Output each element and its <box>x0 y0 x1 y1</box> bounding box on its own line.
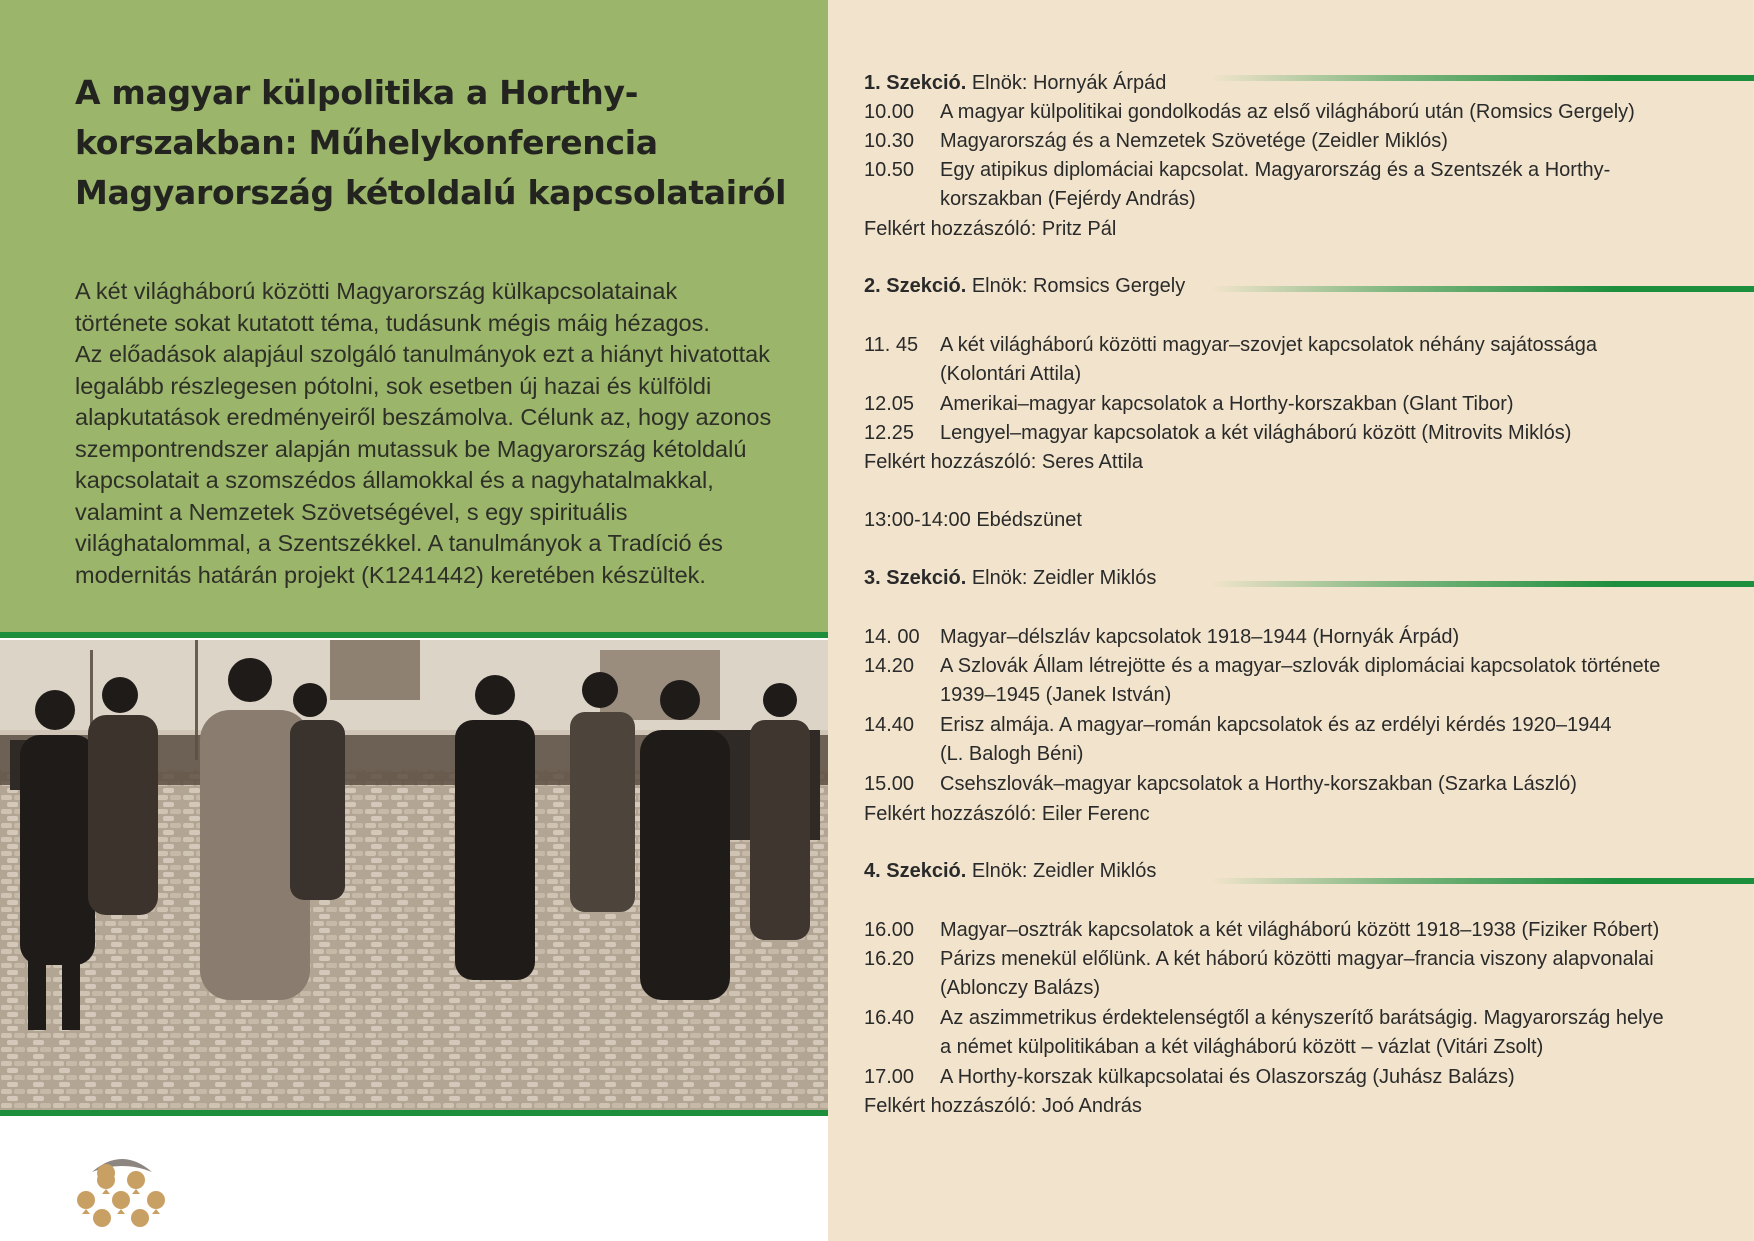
discussant: Felkért hozzászóló: Eiler Ferenc <box>864 803 1150 825</box>
left-panel <box>0 0 828 1241</box>
intro-panel <box>0 0 828 632</box>
section-divider <box>1210 75 1754 81</box>
talk-title: Amerikai–magyar kapcsolatok a Horthy-korszakban (Glant Tibor) <box>940 393 1514 415</box>
talk-title: Egy atipikus diplomáciai kapcsolat. Magyarország és a Szentszék a Horthy- korszakban (Fejérdy András) <box>940 159 1611 210</box>
talk-time: 17.00 <box>864 1066 915 1088</box>
discussant: Felkért hozzászóló: Pritz Pál <box>864 218 1117 240</box>
talk-title: A Horthy-korszak külkapcsolatai és Olaszország (Juhász Balázs) <box>940 1066 1515 1088</box>
section-1-header <box>864 69 1166 97</box>
talk-row <box>864 1063 1744 1092</box>
section-divider <box>1210 286 1754 292</box>
talk-time: 14.20 <box>864 655 915 677</box>
talk-row <box>864 156 1744 214</box>
section-divider <box>1210 878 1754 884</box>
talk-row <box>864 331 1744 389</box>
section-3-header <box>864 564 1156 592</box>
talk-row <box>864 770 1744 799</box>
talk-time: 10.00 <box>864 101 915 123</box>
talk-time: 10.30 <box>864 130 915 152</box>
talk-time: 11. 45 <box>864 334 919 356</box>
talk-title: Magyar–osztrák kapcsolatok a két világháború között 1918–1938 (Fiziker Róbert) <box>940 919 1660 941</box>
talk-row <box>864 652 1744 710</box>
lunch-break: 13:00-14:00 Ebédszünet <box>864 509 1082 531</box>
talk-title: Magyar–délszláv kapcsolatok 1918–1944 (Hornyák Árpád) <box>940 626 1460 648</box>
talk-row <box>864 945 1744 1003</box>
talk-title: Lengyel–magyar kapcsolatok a két világháború között (Mitrovits Miklós) <box>940 422 1572 444</box>
talk-time: 12.25 <box>864 422 915 444</box>
talk-title: Erisz almája. A magyar–román kapcsolatok és az erdélyi kérdés 1920–1944 (L. Balogh Béni) <box>940 714 1612 765</box>
talk-row <box>864 419 1744 448</box>
section-label: 2. Szekció. <box>864 275 967 297</box>
section-label: 1. Szekció. <box>864 72 967 94</box>
talk-row <box>864 623 1744 652</box>
talk-row <box>864 127 1744 156</box>
talk-row <box>864 1004 1744 1062</box>
talk-time: 12.05 <box>864 393 915 415</box>
talk-row <box>864 916 1744 945</box>
intro-text: A két világháború közötti Magyarország külkapcsolatainak története sokat kutatott téma, tudásunk mégis máig hézagos. Az előadások alapjául szolgáló tanulmányok ezt a hiányt hivatottak legalább részlegesen pótolni, sok esetben új hazai és külföldi alapkutatások eredményeiről beszámolva. Célunk az, hogy azonos szempontrendszer alapján mutassuk be Magyarország kétoldalú kapcsolatait a szomszédos államokkal és a nagyhatalmakkal, valamint a Nemzetek Szövetségével, s egy spirituális világhatalommal, a Szentszékkel. A tanulmányok a Tradíció és modernitás határán projekt (K1241442) keretében készültek. <box>75 278 772 588</box>
section-chair: Elnök: Hornyák Árpád <box>966 72 1167 94</box>
section-chair: Elnök: Zeidler Miklós <box>966 860 1157 882</box>
program-panel <box>828 0 1754 1241</box>
section-label: 4. Szekció. <box>864 860 967 882</box>
talk-title: Az aszimmetrikus érdektelenségtől a kényszerítő barátságig. Magyarország helye a német külpolitikában a két világháború között – vázlat (Vitári Zsolt) <box>940 1007 1664 1058</box>
section-2-header <box>864 272 1185 300</box>
section-4-header <box>864 857 1156 885</box>
section-chair: Elnök: Romsics Gergely <box>966 275 1186 297</box>
talk-title: A két világháború közötti magyar–szovjet kapcsolatok néhány sajátossága (Kolontári Attila) <box>940 334 1598 385</box>
section-divider <box>1210 581 1754 587</box>
page-title: A magyar külpolitika a Horthy-korszakban: Műhelykonferencia Magyarország kétoldalú kapcsolatairól <box>75 73 787 212</box>
photo-top-rule <box>0 632 828 638</box>
talk-time: 10.50 <box>864 159 915 181</box>
institute-logo <box>74 1152 170 1228</box>
talk-time: 16.20 <box>864 948 915 970</box>
talk-title: Csehszlovák–magyar kapcsolatok a Horthy-korszakban (Szarka László) <box>940 773 1577 795</box>
talk-time: 15.00 <box>864 773 915 795</box>
talk-time: 16.00 <box>864 919 915 941</box>
talk-time: 14. 00 <box>864 626 920 648</box>
talk-title: A magyar külpolitikai gondolkodás az első világháború után (Romsics Gergely) <box>940 101 1635 123</box>
talk-title: A Szlovák Állam létrejötte és a magyar–szlovák diplomáciai kapcsolatok története 1939–1945 (Janek István) <box>940 655 1661 706</box>
discussant: Felkért hozzászóló: Joó András <box>864 1095 1142 1117</box>
talk-time: 16.40 <box>864 1007 915 1029</box>
talk-title: Magyarország és a Nemzetek Szövetége (Zeidler Miklós) <box>940 130 1448 152</box>
talk-row <box>864 711 1744 769</box>
talk-time: 14.40 <box>864 714 915 736</box>
section-chair: Elnök: Zeidler Miklós <box>966 567 1157 589</box>
talk-row <box>864 390 1744 419</box>
photo-bottom-rule <box>0 1110 828 1116</box>
talk-title: Párizs menekül előlünk. A két háború közötti magyar–francia viszony alapvonalai (Ablonczy Balázs) <box>940 948 1654 999</box>
talk-row <box>864 98 1744 127</box>
section-label: 3. Szekció. <box>864 567 967 589</box>
historical-photo <box>0 640 828 1110</box>
discussant: Felkért hozzászóló: Seres Attila <box>864 451 1144 473</box>
